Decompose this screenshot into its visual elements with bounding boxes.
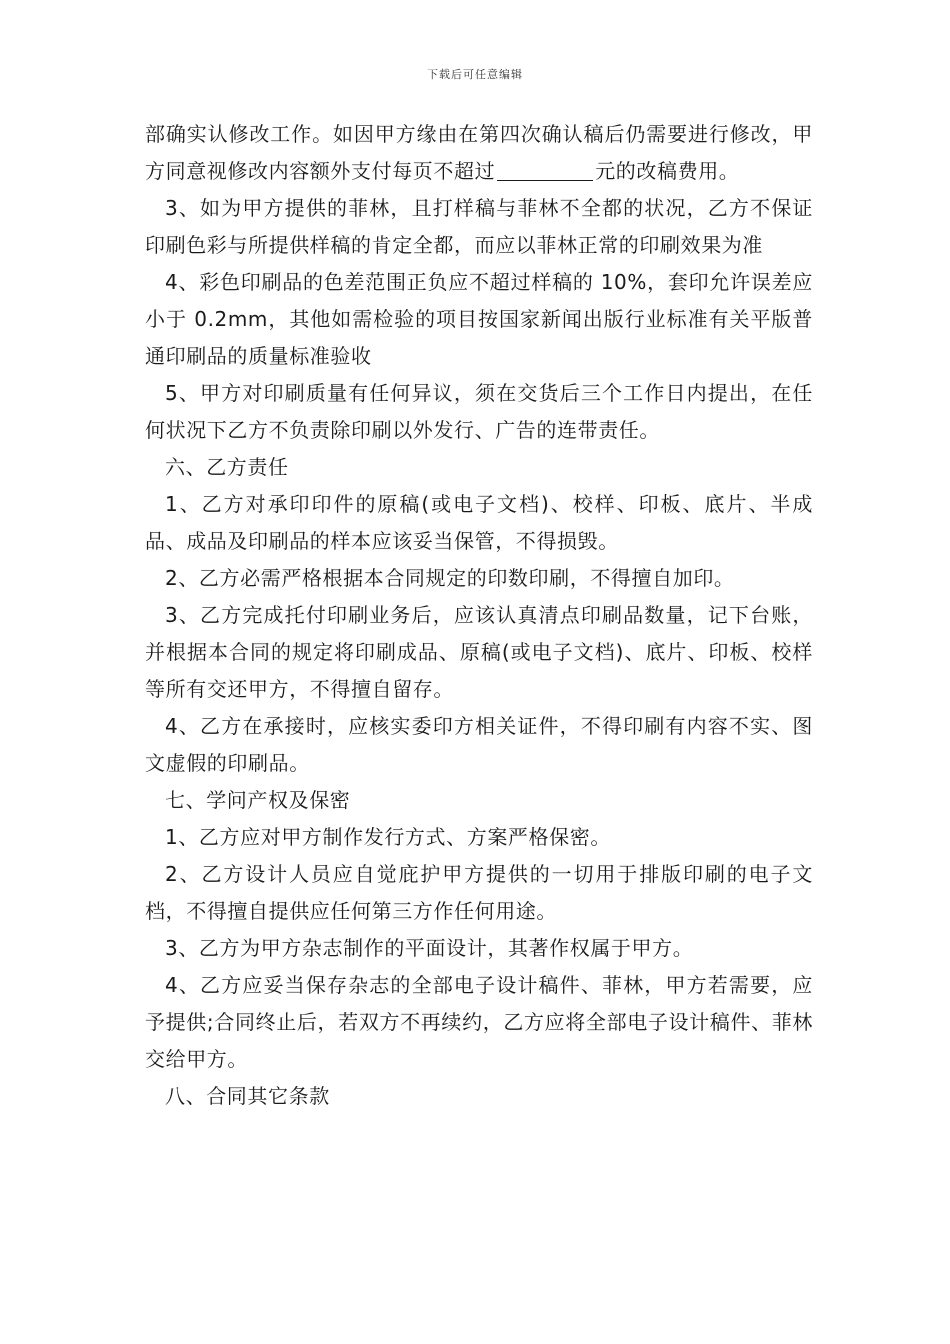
- clause-item: 2、乙方设计人员应自觉庇护甲方提供的一切用于排版印刷的电子文档，不得擅自提供应任何第三方作任何用途。: [145, 862, 813, 923]
- paragraph-text: 部确实认修改工作。如因甲方缘由在第四次确认稿后仍需要进行修改，甲方同意视修改内容额外支付每页不超过: [145, 122, 813, 183]
- paragraph-revision-fee: [145, 116, 813, 190]
- clause-item: 3、乙方为甲方杂志制作的平面设计，其著作权属于甲方。: [165, 936, 694, 960]
- header-note: 下载后可任意编辑: [427, 68, 523, 81]
- paragraph-text: 元的改稿费用。: [595, 159, 740, 183]
- clause-item: 4、乙方应妥当保存杂志的全部电子设计稿件、菲林，甲方若需要，应予提供;合同终止后，若双方不再续约，乙方应将全部电子设计稿件、菲林交给甲方。: [145, 973, 813, 1071]
- document-body: [145, 116, 813, 1115]
- section-heading: 六、乙方责任: [165, 455, 289, 479]
- section-heading: 八、合同其它条款: [165, 1084, 330, 1108]
- clause-item: 2、乙方必需严格根据本合同规定的印数印刷，不得擅自加印。: [165, 566, 735, 590]
- fee-blank-line: [497, 160, 593, 181]
- clause-item: 5、甲方对印刷质量有任何异议，须在交货后三个工作日内提出，在任何状况下乙方不负责除印刷以外发行、广告的连带责任。: [145, 381, 813, 442]
- clause-item: 3、如为甲方提供的菲林，且打样稿与菲林不全都的状况，乙方不保证印刷色彩与所提供样稿的肯定全都，而应以菲林正常的印刷效果为准: [145, 196, 813, 257]
- clause-item: 1、乙方对承印印件的原稿(或电子文档)、校样、印板、底片、半成品、成品及印刷品的样本应该妥当保管，不得损毁。: [145, 492, 813, 553]
- clause-item: 1、乙方应对甲方制作发行方式、方案严格保密。: [165, 825, 611, 849]
- section-heading: 七、学问产权及保密: [165, 788, 351, 812]
- clause-item: 4、乙方在承接时，应核实委印方相关证件，不得印刷有内容不实、图文虚假的印刷品。: [145, 714, 813, 775]
- clause-item: 4、彩色印刷品的色差范围正负应不超过样稿的 10%，套印允许误差应小于 0.2mm，其他如需检验的项目按国家新闻出版行业标准有关平版普通印刷品的质量标准验收: [145, 270, 813, 368]
- clause-item: 3、乙方完成托付印刷业务后，应该认真清点印刷品数量，记下台账，并根据本合同的规定将印刷成品、原稿(或电子文档)、底片、印板、校样等所有交还甲方，不得擅自留存。: [145, 603, 813, 701]
